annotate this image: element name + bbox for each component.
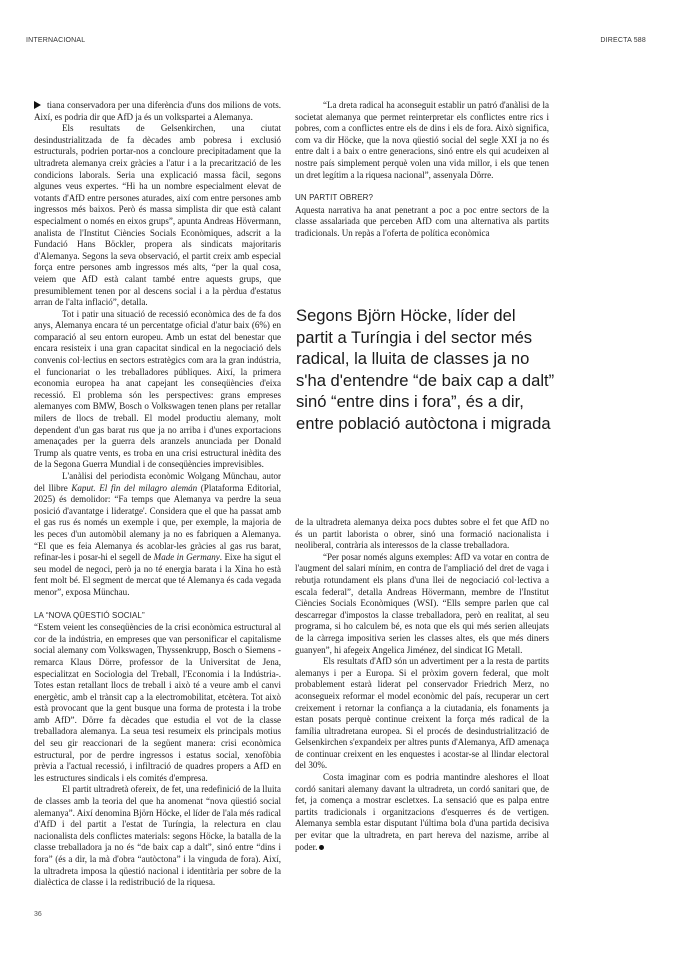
paragraph: Tot i patir una situació de recessió econòmica des de fa dos anys, Alemanya encara té un percentatge oficial d'atur baix (6%) en comparació al seu entorn europeu. Amb un estat del benestar que encara resisteix i una gran capacitat sindical en la negociació dels convenis col·lectius en sectors estratègics com ara la gran indústria, el funcionariat o les treballadores públiques. Així, la primera economia europea ha anat capejant les conseqüències d'eixa recessió. El problema són les perspectives: grans empreses alemanyes com BMW, Bosch o Volkswagen tenen plans per retallar milers de llocs de treball. El model productiu alemany, molt dependent d'un gas barat rus que ja no arriba i d'unes exportacions amenaçades per la guerra dels aranzels anunciada per Donald Trump als quatre vents, es troba en una crisi estructural inèdita des de la Segona Guerra Mundial i de conseqüències imprevisibles. [34, 308, 281, 470]
pull-quote: Segons Björn Höcke, líder del partit a Turíngia i del sector més radical, la lluita de classes ja no s'ha d'entendre “de baix cap a dalt” sinó “entre dins i fora”, és a dir, entre població autòctona i migrada [296, 306, 555, 433]
paragraph-text: (Plataforma Editorial, 2025) és demolidor: “Fa temps que Alemanya va perdre la seua posició d'avantatge i lideratge'. Considera que el que ha passat amb el gas rus és només un exemple i que, per exemple, la majoria de les peces d'un automòbil alemany ja no es fabriquen a Alemanya. “El que es feia Alemanya és acoblar-les gràcies al gas rus barat, refinar-les i posar-hi el segell de [34, 482, 281, 563]
paragraph-text: tiana conservadora per una diferència d'uns dos milions de vots. Així, es podria dir que AfD ja és un volkspartei a Alemanya. [34, 100, 281, 122]
end-of-article-dot-icon [319, 845, 324, 850]
paragraph: de la ultradreta alemanya deixa pocs dubtes sobre el fet que AfD no és un partit laborista o obrer, sinó una formació nacionalista i neoliberal, contrària als interessos de la classe treballadora. [295, 517, 549, 551]
page-number: 36 [34, 911, 42, 918]
article-column-right-top [295, 100, 549, 240]
paragraph [34, 471, 281, 599]
publication-issue: DIRECTA 588 [600, 37, 646, 44]
article-column-right-bottom [295, 517, 549, 853]
paragraph-text: Costa imaginar com es podria mantindre aleshores el lloat cordó sanitari alemany davant la ultradreta, un cordó sanitari que, de fet, ja comença a mostrar escletxes. La sensació que es palpa entre partits tradicionals i organitzacions d'esquerres és de vertigen. Alemanya sembla estar disputant l'última bola d'una partida decisiva per evitar que la ultradreta, en part hereva del nazisme, arribe al poder. [295, 772, 549, 852]
italic-phrase: Made in Germany [153, 552, 220, 563]
paragraph: Els resultats d'AfD són un advertiment per a la resta de partits alemanys i per a Europa. Si el pròxim govern federal, que molt probablement estarà liderat pel conservador Friedrich Merz, no aconsegueix reformar el model econòmic del país, recuperar un cert creixement i retornar la confiança a la ciutadania, els fonaments ja estan posats perquè continue creixent la força més radical de la família ultradretana europea. Si el procés de desindustrialització de Gelsenkirchen s'expandeix per altres punts d'Alemanya, AfD amenaça de continuar creixent en les enquestes i acostar-se al llindar electoral del 30%. [295, 656, 549, 771]
paragraph: “Estem veient les conseqüències de la crisi econòmica estructural al cor de la indústria, en empreses que van personificar el capitalisme social alemany com Volkswagen, Thyssenkrupp, Bosch o Siemens -remarca Klaus Dörre, professor de la Universitat de Jena, especialitzat en Sociologia del Treball, l'Economia i la Indústria-. Totes estan retallant llocs de treball i això té a veure amb el canvi energètic, amb el trànsit cap a la electromobilitat, etcètera. Tot això està provocant que la gent busque una forma de protesta i la trobe amb AfD”. Dörre fa dècades que estudia el vot de la classe treballadora alemanya. La seua tesi resumeix els principals motius del seu gir reaccionari de la següent manera: crisi econòmica estructural, por de perdre ingressos i estatus social, xenofòbia prèvia a l'actual recessió, i infiltració de quadres propers a AfD en les estructures sindicals i els comités d'empresa. [34, 622, 281, 783]
arrow-right-icon [34, 101, 41, 109]
paragraph [295, 772, 549, 853]
paragraph [34, 100, 281, 123]
section-label: INTERNACIONAL [26, 37, 86, 44]
paragraph: Aquesta narrativa ha anat penetrant a poc a poc entre sectors de la classe assalariada que perceben AfD com una alternativa als partits tradicionals. Un repàs a l'oferta de política econòmica [295, 204, 549, 238]
book-title: Kaput. El fin del milagro alemán [71, 482, 198, 493]
paragraph: “La dreta radical ha aconseguit establir un patró d'anàlisi de la societat alemanya que permet reinterpretar els conflictes entre rics i pobres, com a conflictes entre els de dins i els de fora. Això significa, com va dir Höcke, que la nova qüestió social del segle XXI ja no és entre dalt i a baix o entre generacions, sinó entre els qui acudeixen al nostre país simplement perquè volen una vida millor, i els que tenen un dret legítim a la riquesa nacional”, assenyala Dörre. [295, 100, 549, 180]
section-heading: LA “NOVA QÜESTIÓ SOCIAL” [34, 610, 145, 620]
paragraph-text: . Eixe ha sigut el seu model de negoci, però ja no té energia barata i la Xina ho està fent molt bé. El segment de mercat que té Alemanya és cada vegada menor”, exposa Münchau. [34, 552, 281, 597]
section-heading: UN PARTIT OBRER? [295, 193, 374, 203]
paragraph: “Per posar només alguns exemples: AfD va votar en contra de l'augment del salari mínim, en contra de l'ampliació del dret de vaga i rebutja rotundament els plans d'una llei de negociació col·lectiva a escala federal”, detalla Andreas Hövermann, membre de l'Institut Ciències Socials Econòmiques (WSI). “Ells sempre parlen que cal descarregar d'impostos la classe treballadora, però en realitat, al seu programa, si ho calculem bé, es nota que els qui més serien alleujats de la càrrega impositiva serien les classes altes, els que més diners guanyen”, hi afegeix Angelica Jiménez, del sindicat IG Metall. [295, 551, 549, 655]
paragraph: Els resultats de Gelsenkirchen, una ciutat desindustrialitzada de fa dècades amb pobresa i exclusió estructurals, podrien portar-nos a concloure precipitadament que la ultradreta alemanya creix gràcies a l'atur i a la precarització de les condicions laborals. Seria una explicació massa fàcil, segons algunes veus expertes. “Hi ha un nombre especialment elevat de votants d'AfD entre persones aturades, així com entre persones amb ingressos més baixos. Però és massa simplista dir que està calant especialment o només en eixos grups”, apunta Andreas Hövermann, analista de l'Institut Ciències Socials Econòmiques, adscrit a la Fundació Hans Böckler, propera als sindicats majoritaris d'Alemanya. Segons la seva observació, el partit creix amb especial força entre persones amb ingressos més alts, “per la qual cosa, veiem que AfD està calant també entre aquests grups, que presumiblement tenen por al descens social i a la pèrdua d'estatus arran de l'alta inflació”, detalla. [34, 123, 281, 308]
paragraph: El partit ultradretà ofereix, de fet, una redefinició de la lluita de classes amb la teoria del que ha anomenat “nova qüestió social alemanya”. Així denomina Björn Höcke, el líder de l'ala més radical d'AfD i del partit a l'estat de Turíngia, la relectura en clau nacionalista dels conflictes materials: segons Höcke, la batalla de la classe treballadora ja no és “de baix cap a dalt”, sinó entre “dins i fora” (és a dir, la mà d'obra “autòctona” i la vinguda de fora). Així, la ultradreta imposa la qüestió nacional i identitària per sobre de la dialèctica de classe i la redistribució de la riquesa. [34, 784, 281, 888]
article-column-left [34, 100, 281, 889]
paragraph-text: L'anàlisi del periodista econòmic Wolgang Münchau, autor del llibre [34, 471, 281, 493]
